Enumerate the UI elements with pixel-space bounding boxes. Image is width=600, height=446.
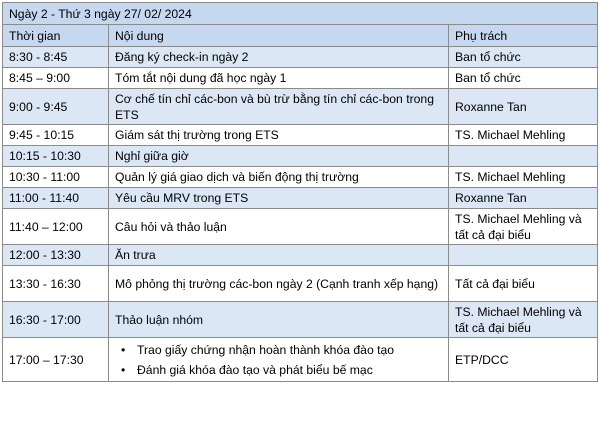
content-cell: Câu hỏi và thảo luận — [109, 209, 449, 245]
owner-cell: ETP/DCC — [449, 338, 598, 382]
table-row — [3, 338, 598, 382]
time-cell: 11:40 – 12:00 — [3, 209, 109, 245]
agenda-table — [2, 2, 598, 382]
agenda-title: Ngày 2 - Thứ 3 ngày 27/ 02/ 2024 — [3, 3, 598, 25]
header-content: Nội dung — [109, 25, 449, 47]
content-cell: Yêu cầu MRV trong ETS — [109, 188, 449, 209]
owner-cell: TS. Michael Mehling và tất cả đại biểu — [449, 209, 598, 245]
time-cell: 9:00 - 9:45 — [3, 89, 109, 125]
table-row — [3, 68, 598, 89]
header-row — [3, 25, 598, 47]
content-cell: Quản lý giá giao dịch và biến động thị trường — [109, 167, 449, 188]
content-cell: Ăn trưa — [109, 245, 449, 266]
owner-cell: Tất cả đại biểu — [449, 266, 598, 302]
table-row — [3, 125, 598, 146]
content-cell: Thảo luận nhóm — [109, 302, 449, 338]
owner-cell — [449, 245, 598, 266]
time-cell: 9:45 - 10:15 — [3, 125, 109, 146]
table-row — [3, 266, 598, 302]
bullet-list — [115, 340, 442, 380]
table-row — [3, 47, 598, 68]
table-row — [3, 89, 598, 125]
content-cell: Mô phỏng thị trường các-bon ngày 2 (Cạnh tranh xếp hạng) — [109, 266, 449, 302]
content-cell: Đăng ký check-in ngày 2 — [109, 47, 449, 68]
time-cell: 12:00 - 13:30 — [3, 245, 109, 266]
header-owner: Phụ trách — [449, 25, 598, 47]
title-row — [3, 3, 598, 25]
owner-cell: TS. Michael Mehling — [449, 125, 598, 146]
table-row — [3, 209, 598, 245]
time-cell: 17:00 – 17:30 — [3, 338, 109, 382]
table-row — [3, 167, 598, 188]
owner-cell: Ban tổ chức — [449, 47, 598, 68]
table-row — [3, 245, 598, 266]
content-cell: Tóm tắt nội dung đã học ngày 1 — [109, 68, 449, 89]
content-cell: Giám sát thị trường trong ETS — [109, 125, 449, 146]
bullet-item: • Đánh giá khóa đào tạo và phát biểu bế mạc — [137, 360, 442, 380]
time-cell: 13:30 - 16:30 — [3, 266, 109, 302]
owner-cell: TS. Michael Mehling và tất cả đại biểu — [449, 302, 598, 338]
table-row — [3, 146, 598, 167]
table-row — [3, 302, 598, 338]
owner-cell: Ban tổ chức — [449, 68, 598, 89]
time-cell: 10:15 - 10:30 — [3, 146, 109, 167]
time-cell: 10:30 - 11:00 — [3, 167, 109, 188]
content-cell — [109, 338, 449, 382]
owner-cell: Roxanne Tan — [449, 89, 598, 125]
header-time: Thời gian — [3, 25, 109, 47]
content-cell: Cơ chế tín chỉ các-bon và bù trừ bằng tín chỉ các-bon trong ETS — [109, 89, 449, 125]
time-cell: 16:30 - 17:00 — [3, 302, 109, 338]
content-cell: Nghỉ giữa giờ — [109, 146, 449, 167]
time-cell: 8:30 - 8:45 — [3, 47, 109, 68]
bullet-item: • Trao giấy chứng nhận hoàn thành khóa đào tạo — [137, 340, 442, 360]
owner-cell: Roxanne Tan — [449, 188, 598, 209]
time-cell: 11:00 - 11:40 — [3, 188, 109, 209]
owner-cell — [449, 146, 598, 167]
owner-cell: TS. Michael Mehling — [449, 167, 598, 188]
time-cell: 8:45 – 9:00 — [3, 68, 109, 89]
table-row — [3, 188, 598, 209]
